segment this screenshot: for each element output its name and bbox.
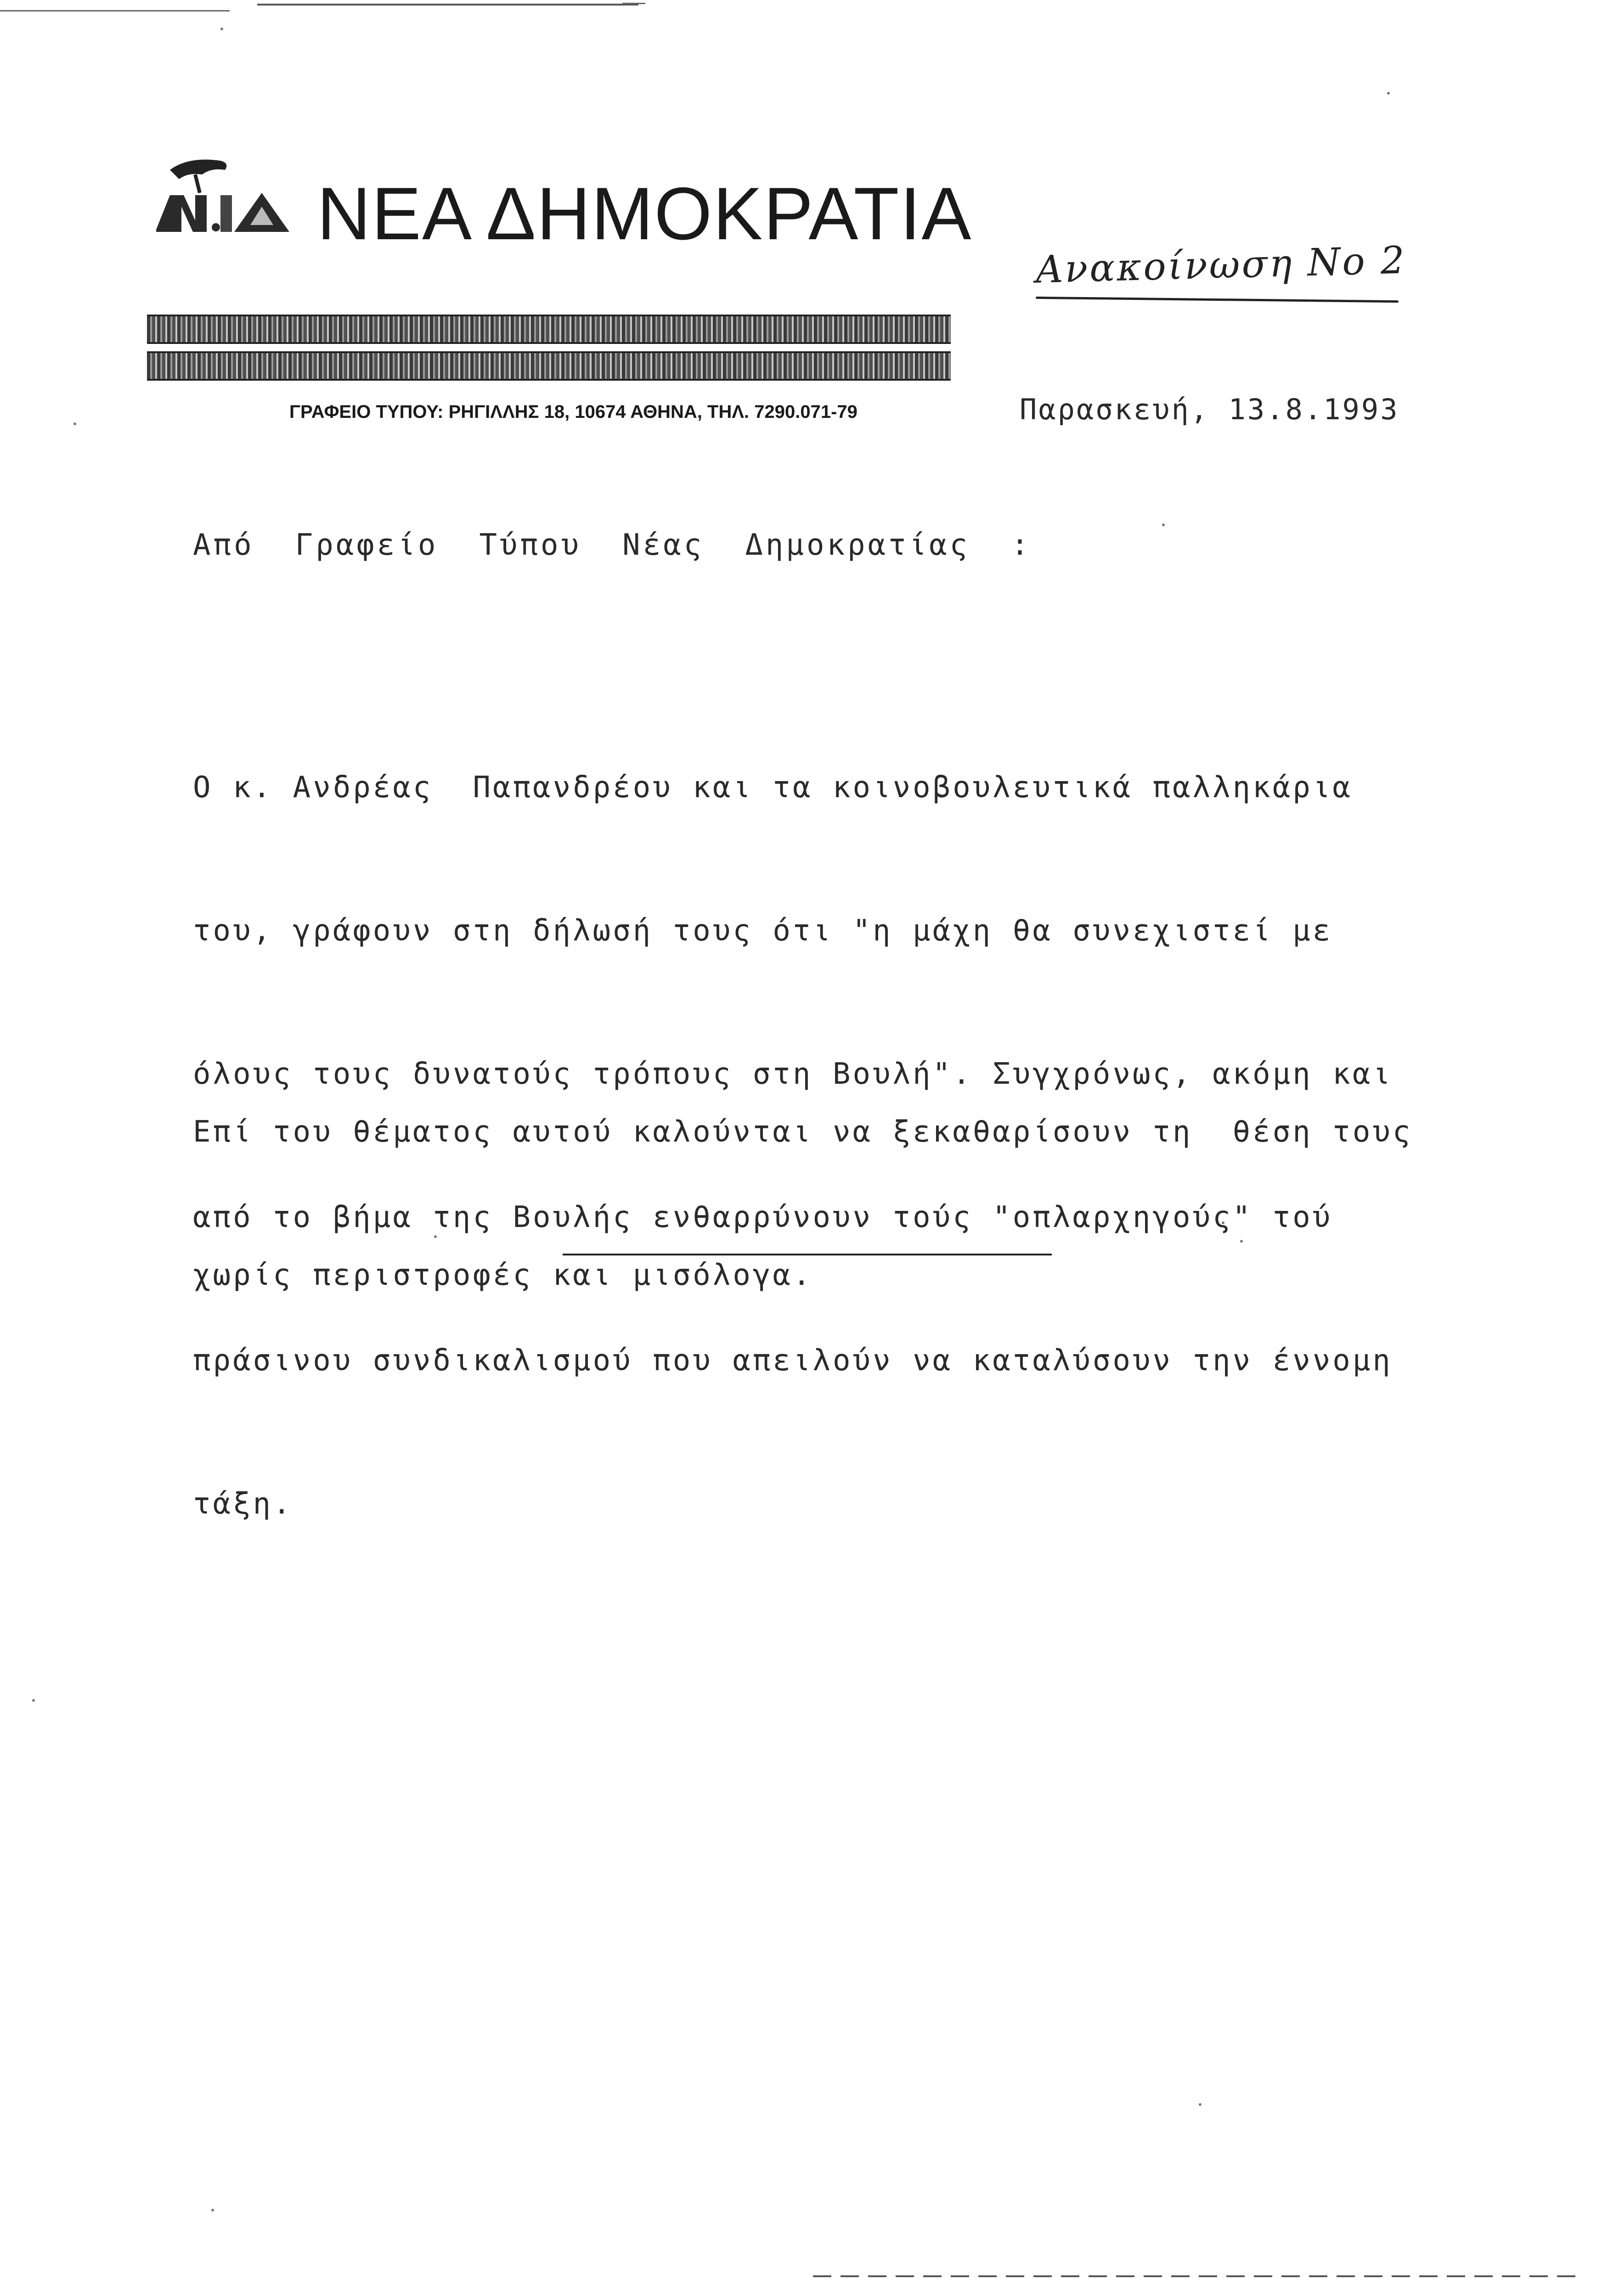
masthead-rule bbox=[147, 315, 951, 344]
scan-speck bbox=[32, 1699, 35, 1702]
scan-speck bbox=[1199, 2103, 1202, 2106]
scan-artifact-mark bbox=[622, 3, 645, 4]
handwritten-underline bbox=[1036, 297, 1399, 303]
paragraph-line: πράσινου συνδικαλισμού που απειλούν να καταλύσουν την έννομη bbox=[193, 1344, 1393, 1378]
press-office-address: ΓΡΑΦΕΙΟ ΤΥΠΟΥ: ΡΗΓΙΛΛΗΣ 18, 10674 ΑΘΗΝΑ, ΤΗΛ. 7290.071-79 bbox=[289, 402, 857, 422]
end-rule bbox=[563, 1254, 1052, 1255]
scan-speck bbox=[1162, 523, 1165, 526]
paragraph-line: όλους τους δυνατούς τρόπους στη Βουλή". Συγχρόνως, ακόμη και bbox=[193, 1057, 1393, 1091]
paragraph-line: χωρίς περιστροφές και μισόλογα. bbox=[193, 1258, 813, 1292]
scan-speck bbox=[73, 422, 76, 425]
paragraph-line: Επί του θέματος αυτού καλούνται να ξεκαθαρίσουν τη θέση τους bbox=[193, 1115, 1413, 1149]
scan-speck bbox=[211, 2209, 214, 2212]
handwritten-announcement-number: Ανακοίνωση Νο 2 bbox=[1035, 238, 1407, 292]
paragraph-line: Ο κ. Ανδρέας Παπανδρέου και τα κοινοβουλευτικά παλληκάρια bbox=[193, 771, 1353, 805]
scan-artifact-line bbox=[257, 4, 638, 6]
masthead-rule bbox=[147, 351, 951, 381]
paragraph-line: τάξη. bbox=[193, 1487, 293, 1521]
body-paragraph-2 bbox=[193, 1013, 1412, 1347]
party-name: ΝΕΑ ΔΗΜΟΚΡΑΤΙΑ bbox=[317, 172, 972, 255]
paragraph-line: από το βήμα της Βουλής ενθαρρύνουν τούς "οπλαρχηγούς" τού bbox=[193, 1200, 1333, 1234]
scan-speck bbox=[1387, 92, 1390, 95]
nd-torch-logo-icon bbox=[152, 152, 294, 243]
scan-artifact-line bbox=[813, 2275, 1585, 2277]
scan-speck bbox=[220, 28, 223, 30]
from-line: Από Γραφείο Τύπου Νέας Δημοκρατίας : bbox=[193, 528, 1032, 562]
paragraph-line: του, γράφουν στη δήλωσή τους ότι "η μάχη θα συνεχιστεί με bbox=[193, 914, 1333, 948]
date-line: Παρασκευή, 13.8.1993 bbox=[1020, 393, 1399, 426]
scan-artifact-line bbox=[0, 10, 230, 11]
